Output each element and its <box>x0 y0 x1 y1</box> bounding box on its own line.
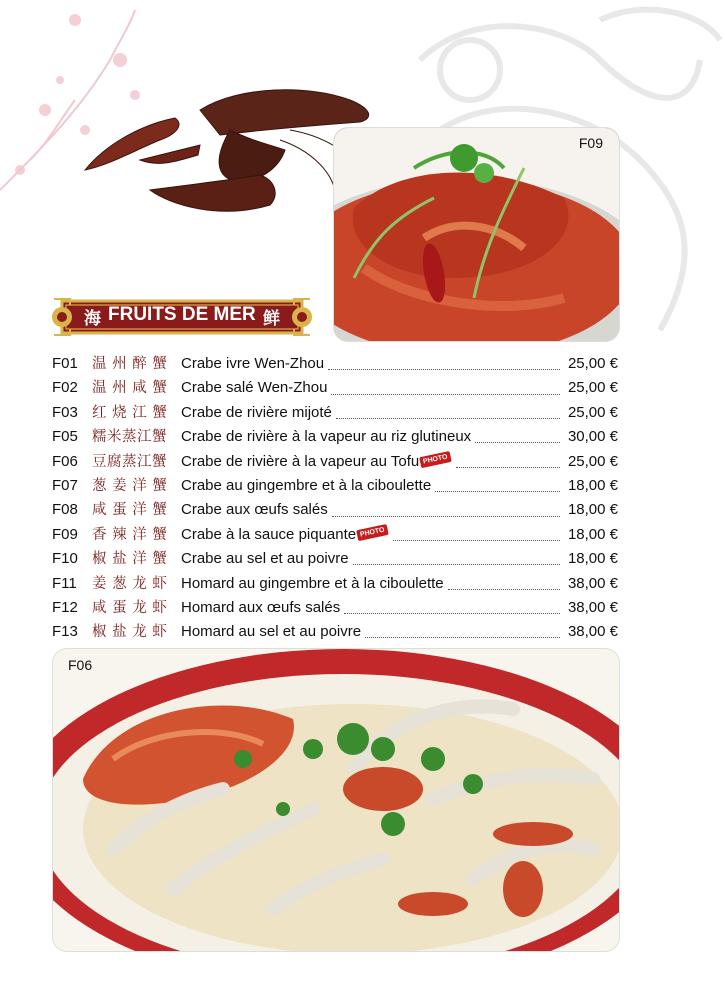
item-description: Crabe ivre Wen-Zhou <box>181 355 325 372</box>
dot-leader <box>328 368 560 370</box>
menu-row <box>52 401 618 425</box>
item-code: F09 <box>52 525 78 543</box>
item-price: 25,00 € <box>567 403 618 421</box>
item-price: 18,00 € <box>567 501 618 519</box>
item-description: Crabe à la sauce piquante <box>181 525 357 543</box>
item-chinese-name: 温 州 咸 蟹 <box>92 380 168 397</box>
item-code: F03 <box>52 403 78 421</box>
item-code: F11 <box>52 574 77 592</box>
item-price: 18,00 € <box>567 550 618 568</box>
item-price: 18,00 € <box>567 525 618 543</box>
menu-row <box>52 474 618 498</box>
item-code: F12 <box>52 598 78 616</box>
banner-right-char: 鲜 <box>263 309 280 329</box>
menu-row <box>52 547 618 571</box>
item-code: F06 <box>52 452 78 470</box>
spicy-crab-image <box>334 128 619 341</box>
dot-leader <box>365 636 560 638</box>
item-price: 38,00 € <box>567 598 618 616</box>
menu-row <box>52 620 618 644</box>
dot-leader <box>475 441 560 443</box>
item-chinese-name: 葱 姜 洋 蟹 <box>92 477 168 494</box>
item-description: Crabe de rivière à la vapeur au riz glutineux <box>181 428 472 446</box>
photo-label-bottom: F06 <box>68 657 93 673</box>
item-description: Crabe au gingembre et à la ciboulette <box>181 476 432 494</box>
dot-leader <box>336 417 560 419</box>
item-chinese-name: 温 州 醉 蟹 <box>92 356 168 372</box>
item-description: Crabe au sel et au poivre <box>181 550 349 568</box>
photo-label-top: F09 <box>578 135 603 151</box>
item-code: F13 <box>52 623 78 641</box>
photo-badge: PHOTO <box>356 524 388 541</box>
dot-leader <box>393 539 560 541</box>
item-description: Homard au gingembre et à la ciboulette <box>181 574 444 592</box>
item-chinese-name: 椒 盐 洋 蟹 <box>92 551 168 568</box>
menu-row <box>52 596 618 620</box>
item-code: F10 <box>52 550 78 568</box>
photo-tofu-crab <box>53 649 619 951</box>
item-code: F07 <box>52 476 78 494</box>
item-description: Homard aux œufs salés <box>181 598 341 616</box>
item-description: Crabe aux œufs salés <box>181 501 328 519</box>
dot-leader <box>435 490 560 492</box>
item-price: 25,00 € <box>567 379 618 397</box>
section-banner <box>52 295 312 339</box>
item-price: 18,00 € <box>567 476 618 494</box>
menu-row <box>52 425 618 449</box>
item-chinese-name: 椒 盐 龙 虾 <box>92 624 168 641</box>
menu-row <box>52 572 618 596</box>
item-description: Crabe de rivière mijoté <box>181 403 332 421</box>
item-code: F01 <box>52 355 78 372</box>
item-code: F02 <box>52 379 78 397</box>
menu-row <box>52 450 618 474</box>
dot-leader <box>353 563 560 565</box>
tofu-crab-image <box>53 649 619 951</box>
item-chinese-name: 糯米蒸江蟹 <box>92 429 167 446</box>
item-chinese-name: 姜 葱 龙 虾 <box>92 575 168 592</box>
item-description: Crabe salé Wen-Zhou <box>181 379 328 397</box>
item-price: 38,00 € <box>567 623 618 641</box>
item-code: F05 <box>52 428 78 446</box>
menu-list <box>52 352 618 645</box>
menu-row <box>52 523 618 547</box>
dot-leader <box>448 588 560 590</box>
banner-left-char: 海 <box>84 309 101 329</box>
dot-leader <box>344 612 560 614</box>
menu-row <box>52 352 618 376</box>
photo-spicy-crab <box>334 128 619 341</box>
item-chinese-name: 香 辣 洋 蟹 <box>92 526 168 543</box>
item-price: 25,00 € <box>567 452 618 470</box>
item-chinese-name: 豆腐蒸江蟹 <box>92 453 167 470</box>
menu-row <box>52 498 618 522</box>
dot-leader <box>331 393 560 395</box>
item-chinese-name: 咸 蛋 洋 蟹 <box>92 502 168 519</box>
item-price: 38,00 € <box>567 574 618 592</box>
item-chinese-name: 红 烧 江 蟹 <box>92 404 168 421</box>
dot-leader <box>456 466 560 468</box>
item-chinese-name: 咸 蛋 龙 虾 <box>92 599 168 616</box>
photo-badge: PHOTO <box>419 451 451 468</box>
item-code: F08 <box>52 501 78 519</box>
item-price: 30,00 € <box>567 428 618 446</box>
section-title: FRUITS DE MER <box>108 304 256 325</box>
item-description: Homard au sel et au poivre <box>181 623 362 641</box>
item-price: 25,00 € <box>567 355 618 372</box>
menu-row <box>52 376 618 400</box>
dot-leader <box>332 515 560 517</box>
item-description: Crabe de rivière à la vapeur au Tofu <box>181 452 420 470</box>
